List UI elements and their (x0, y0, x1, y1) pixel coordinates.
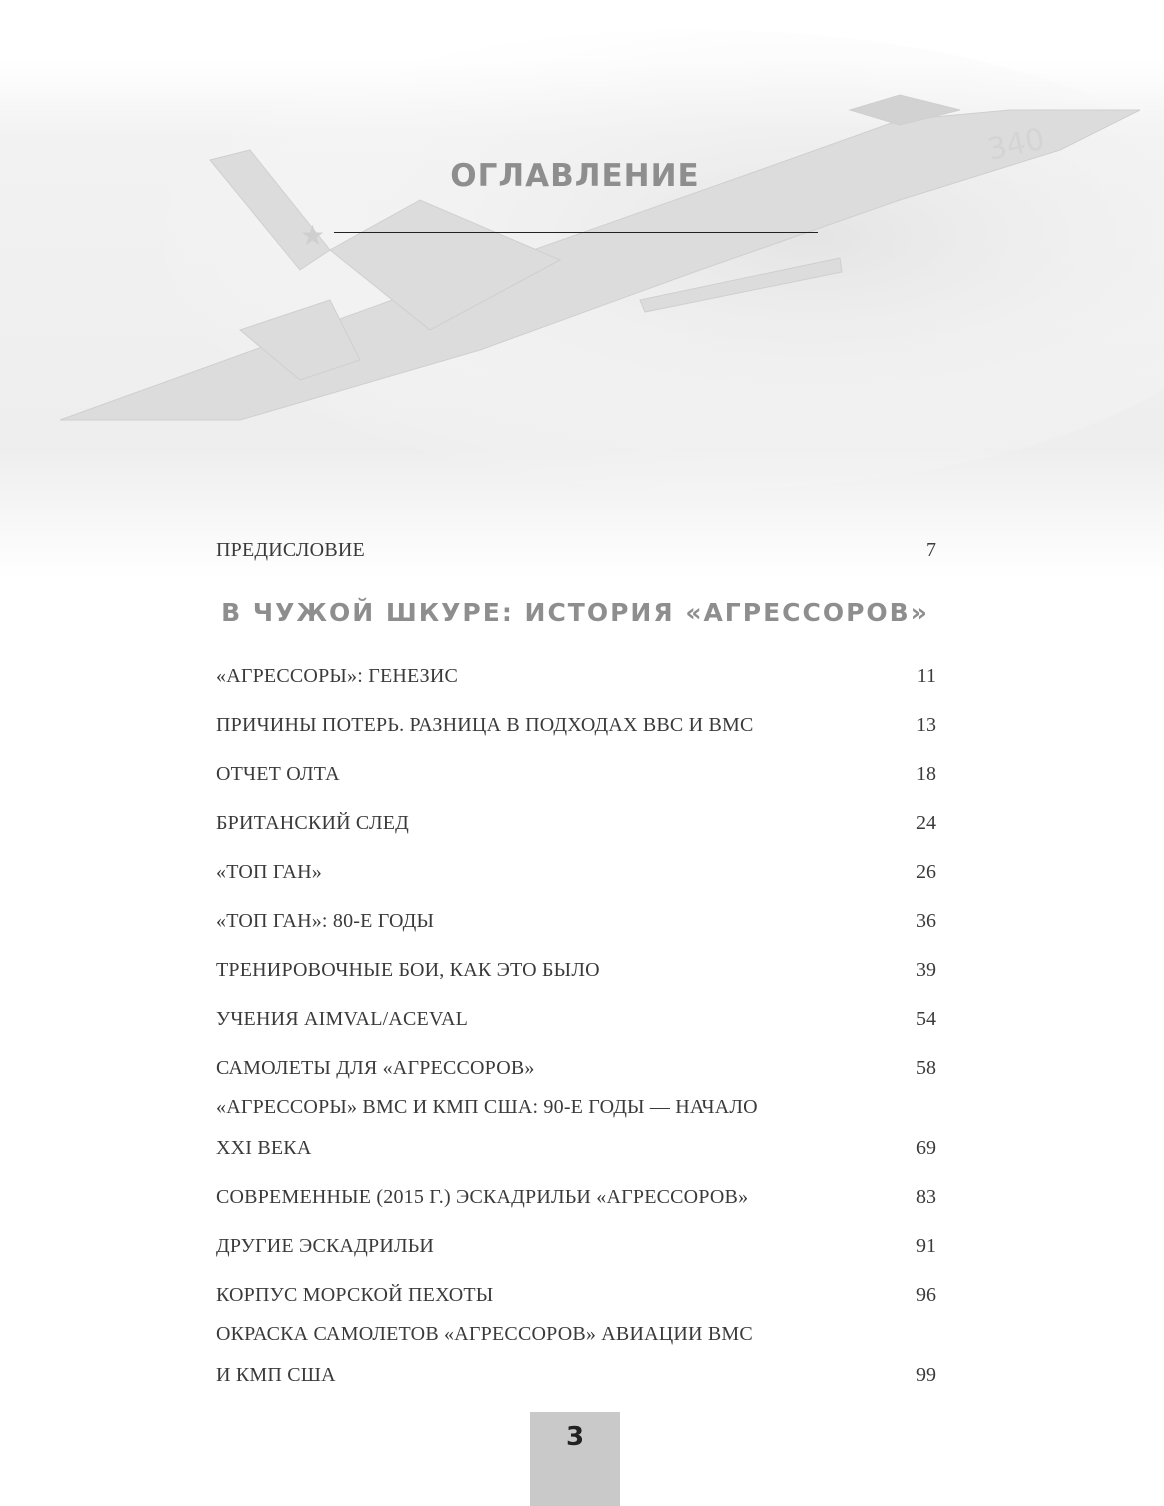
jet-background-image (0, 0, 1164, 580)
dot-leader (464, 651, 902, 682)
dot-leader (760, 700, 902, 731)
toc-entry-preface[interactable] (216, 525, 936, 561)
toc-entry[interactable] (216, 1270, 936, 1306)
toc-entry-title: ТРЕНИРОВОЧНЫЕ БОИ, КАК ЭТО БЫЛО (216, 959, 600, 981)
toc-entry-title: «ТОП ГАН» (216, 861, 322, 883)
toc-entry-title: ДРУГИЕ ЭСКАДРИЛЬИ (216, 1235, 435, 1257)
dot-leader (440, 896, 902, 927)
svg-text:★: ★ (300, 219, 326, 252)
toc-entry[interactable] (216, 1092, 936, 1159)
toc-entry-title: «АГРЕССОРЫ» ВМС И КМП США: 90-Е ГОДЫ — НАЧАЛО (216, 1096, 758, 1118)
title-divider (334, 232, 818, 233)
page-title: ОГЛАВЛЕНИЕ (450, 158, 700, 194)
toc-entry[interactable] (216, 994, 936, 1030)
toc-entry[interactable] (216, 1172, 936, 1208)
page-number-box (530, 1412, 620, 1506)
dot-leader (606, 945, 902, 976)
toc-entry-page: 96 (916, 1284, 936, 1306)
toc-entry-title: КОРПУС МОРСКОЙ ПЕХОТЫ (216, 1284, 494, 1306)
toc-entry-page: 69 (916, 1137, 936, 1159)
toc-entry-title: ПРИЧИНЫ ПОТЕРЬ. РАЗНИЦА В ПОДХОДАХ ВВС И ВМС (216, 714, 754, 736)
toc-entry-page: 58 (916, 1057, 936, 1079)
toc-entry[interactable] (216, 945, 936, 981)
toc-entry[interactable] (216, 798, 936, 834)
page-number: 3 (565, 1422, 585, 1452)
toc-entry-title: И КМП США (216, 1364, 336, 1386)
toc-entry-page: 7 (926, 539, 936, 561)
toc-entry-page: 54 (916, 1008, 936, 1030)
toc-entry-page: 39 (916, 959, 936, 981)
dot-leader (415, 798, 902, 829)
toc-entry[interactable] (216, 1043, 936, 1079)
toc-entry[interactable] (216, 847, 936, 883)
dot-leader (754, 1172, 902, 1203)
dot-leader (440, 1221, 902, 1252)
dot-leader (541, 1043, 902, 1074)
toc-entry-page: 24 (916, 812, 936, 834)
svg-text:340: 340 (984, 121, 1048, 168)
toc-entry-title: САМОЛЕТЫ ДЛЯ «АГРЕССОРОВ» (216, 1057, 535, 1079)
toc-entry-title: ОКРАСКА САМОЛЕТОВ «АГРЕССОРОВ» АВИАЦИИ ВМС (216, 1323, 753, 1345)
toc-entry[interactable] (216, 651, 936, 687)
toc-entry-title: БРИТАНСКИЙ СЛЕД (216, 812, 409, 834)
dot-leader (346, 749, 902, 780)
toc-entry-page: 13 (916, 714, 936, 736)
toc-entry-page: 83 (916, 1186, 936, 1208)
toc-entry-page: 11 (916, 665, 936, 687)
toc-entry-title: УЧЕНИЯ AIMVAL/ACEVAL (216, 1008, 469, 1030)
toc-entry-title: СОВРЕМЕННЫЕ (2015 Г.) ЭСКАДРИЛЬИ «АГРЕССОРОВ» (216, 1186, 749, 1208)
section-title: В ЧУЖОЙ ШКУРЕ: ИСТОРИЯ «АГРЕССОРОВ» (221, 598, 929, 627)
dot-leader (371, 525, 902, 556)
toc-entry-title: «АГРЕССОРЫ»: ГЕНЕЗИС (216, 665, 459, 687)
toc-entry[interactable] (216, 700, 936, 736)
dot-leader (499, 1270, 902, 1301)
dot-leader (318, 1123, 903, 1154)
toc-entry[interactable] (216, 1221, 936, 1257)
toc-entry-title: «ТОП ГАН»: 80-Е ГОДЫ (216, 910, 435, 932)
toc-entry-page: 91 (916, 1235, 936, 1257)
toc-entry[interactable] (216, 749, 936, 785)
toc-entry-title: ПРЕДИСЛОВИЕ (216, 539, 365, 561)
toc-entry-title: XXI ВЕКА (216, 1137, 312, 1159)
dot-leader (474, 994, 902, 1025)
toc-entry-page: 26 (916, 861, 936, 883)
toc-entry-page: 36 (916, 910, 936, 932)
toc-entry[interactable] (216, 896, 936, 932)
dot-leader (342, 1350, 902, 1381)
toc-entry-page: 99 (916, 1364, 936, 1386)
dot-leader (328, 847, 902, 878)
toc-entry[interactable] (216, 1319, 936, 1386)
toc-entry-page: 18 (916, 763, 936, 785)
toc-entry-title: ОТЧЕТ ОЛТА (216, 763, 340, 785)
